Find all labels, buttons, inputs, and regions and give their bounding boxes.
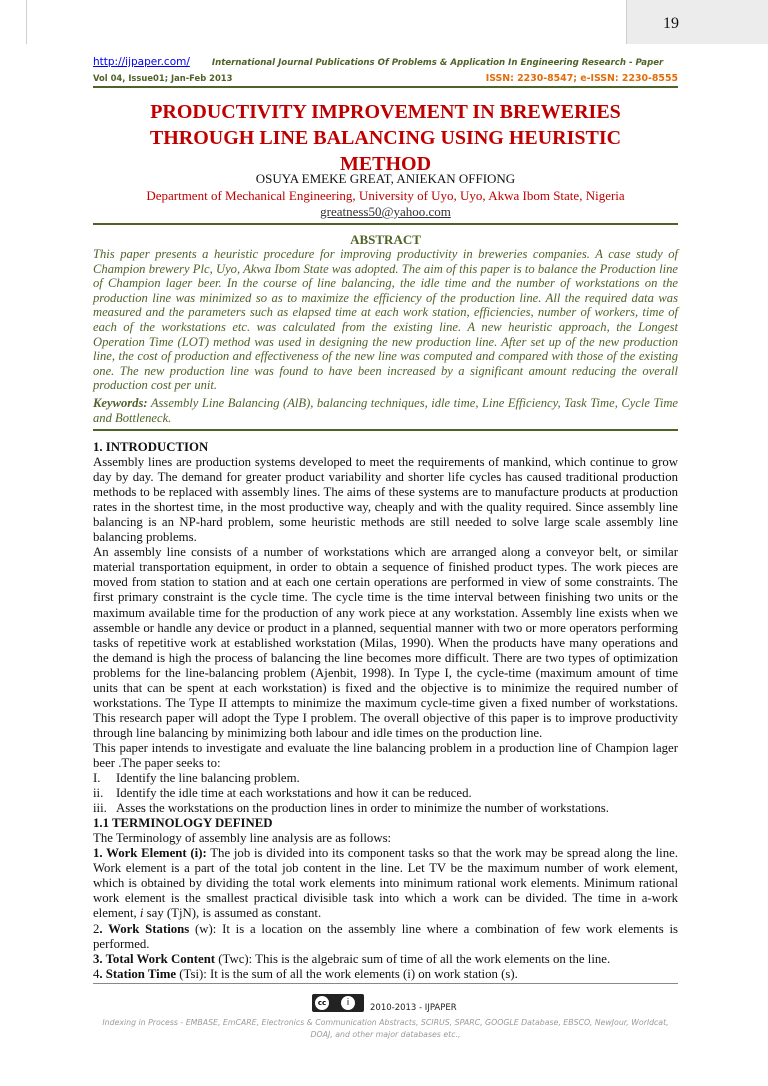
- paragraph: This paper intends to investigate and evaluate the line balancing problem in a production line of Champion lager beer .The paper seeks to:: [93, 740, 678, 770]
- title-line: PRODUCTIVITY IMPROVEMENT IN BREWERIES: [150, 101, 621, 123]
- journal-url-link[interactable]: http://ijpaper.com/: [93, 56, 190, 68]
- list-item: I. Identify the line balancing problem.: [93, 771, 300, 786]
- indexing-note: Indexing in Process - EMBASE, EmCARE, Electronics & Communication Abstracts, SCIRUS, SPARC, GOOGLE Database, EBSCO, NewJour, Worldcat, DOAJ, and other major databases etc.,: [102, 1018, 669, 1039]
- abstract-text: This paper presents a heuristic procedure for improving productivity in breweries companies. A case study of Champion brewery Plc, Uyo, Akwa Ibom State was adopted. The aim of this paper is to balance the Production line of Champion lager beer. In the course of line balancing, the idle time and the number of workstations on the production line was minimized so as to maximize the efficiency of the production line. All the required data was measured and the parameters such as elapsed time at each work station, efficiencies, number of workers, time of each of the workstations etc. was calculated from the existing line. A new heuristic approach, the Longest Operation Time (LOT) method was used in designing the new production line. After set up of the new production line, the cost of production and effectiveness of the new line was computed and compared with those of the existing one. The new production line was found to have been increased by a significant amount reducing the overall production cost per unit.: [93, 247, 678, 393]
- authors: OSUYA EMEKE GREAT, ANIEKAN OFFIONG: [255, 171, 516, 186]
- definition-station-time: 4. Station Time (Tsi): It is the sum of all the work elements (i) on work station (s).: [93, 966, 518, 981]
- author-email-line: [93, 204, 678, 220]
- definition-total-work-content: 3. Total Work Content (Twc): This is the algebraic sum of time of all the work elements on the line.: [93, 951, 611, 966]
- paragraph: An assembly line consists of a number of workstations which are arranged along a conveyor belt, or similar material transportation equipment, in order to obtain a sequence of finished product types. The work pieces are moved from station to station and at each one certain operations are performed in view of some constraints. The first primary constraint is the cycle time. The cycle time is the time interval between finishing two units or the maximum available time for the production of any work piece at any workstation. Assembly line exists when we assemble or handle any device or product in a planned, sequential manner with two or more operators performing tasks of repetitive work at established workstation (Milas, 1990). When the products have many operations and the demand is high the process of balancing the line becomes more difficult. There are two types of optimization problems for the line-balancing problem (Ajenbit, 1998). In Type I, the cycle-time (maximum amount of time units that can be spent at each workstation) is fixed and the objective is to minimize the required number of workstations. The Type II attempts to minimize the maximum cycle-time given a fixed number of workstations. This research paper will adopt the Type I problem. The overall objective of this paper is to improve productivity through line balancing by minimizing both labour and idle times on the production line.: [93, 545, 678, 740]
- volume-info: Vol 04, Issue01; Jan-Feb 2013: [93, 73, 233, 83]
- cc-icon: cc: [315, 996, 329, 1010]
- definition-work-element: 1. Work Element (i): The job is divided into its component tasks so that the work may be spread along the line. Work element is a part of the total job content in the line. Let TV be the maximum number of work element, which is obtained by dividing the total work elements into minimum rational work elements. Minimum rational work element is the smallest practical divisible task into which a work can be divided. The time in a-work element, i say (TjN), is assumed as constant.: [93, 846, 678, 921]
- volume-line: [93, 73, 678, 83]
- affiliation: Department of Mechanical Engineering, University of Uyo, Uyo, Akwa Ibom State, Nigeria: [146, 188, 625, 203]
- title-line: METHOD: [339, 153, 432, 175]
- page-number-box: [626, 0, 768, 44]
- abstract-bottom-divider: [93, 429, 678, 431]
- journal-header: [93, 56, 678, 68]
- page-number: 19: [663, 15, 679, 32]
- title-line: THROUGH LINE BALANCING USING HEURISTIC: [149, 127, 622, 149]
- creative-commons-badge[interactable]: [312, 994, 364, 1012]
- margin-rule: [26, 0, 27, 44]
- paragraph: The Terminology of assembly line analysis are as follows:: [93, 831, 392, 846]
- list-item: ii. Identify the idle time at each workstations and how it can be reduced.: [93, 786, 472, 801]
- journal-name: International Journal Publications Of Problems & Application In Engineering Research - Paper: [211, 58, 664, 68]
- section-heading: 1. INTRODUCTION: [93, 440, 209, 454]
- body-text: [93, 440, 678, 982]
- keywords: [93, 396, 678, 425]
- abstract-heading: ABSTRACT: [350, 232, 421, 247]
- footer-divider: [93, 983, 678, 984]
- definition-work-stations: 2. Work Stations (w): It is a location on the assembly line where a combination of few work elements is performed.: [93, 921, 678, 951]
- header-divider: [93, 86, 678, 88]
- keywords-text: Assembly Line Balancing (AlB), balancing techniques, idle time, Line Efficiency, Task Time, Cycle Time and Bottleneck.: [93, 396, 678, 425]
- keywords-label: Keywords:: [93, 396, 148, 410]
- list-item: iii. Asses the workstations on the production lines in order to minimize the number of workstations.: [93, 801, 609, 816]
- section-heading: 1.1 TERMINOLOGY DEFINED: [93, 816, 273, 831]
- issn-info: ISSN: 2230-8547; e-ISSN: 2230-8555: [485, 73, 678, 84]
- paper-title: [93, 99, 678, 177]
- attribution-icon: i: [341, 996, 355, 1010]
- paragraph: Assembly lines are production systems developed to meet the requirements of mankind, which continue to grow day by day. The demand for greater product variability and shorter life cycles has caused traditional production methods to be replaced with assembly lines. The aims of these systems are to manufacture products at production rates in the shortest time, in the most productive way, cheaply and with the quality required. Since assembly line balancing is an NP-hard problem, some heuristic methods are still needed to solve large scale assembly line balancing problems.: [93, 455, 678, 545]
- author-email-link[interactable]: greatness50@yahoo.com: [320, 204, 451, 219]
- abstract-top-divider: [93, 223, 678, 225]
- copyright: 2010-2013 - IJPAPER: [370, 1003, 457, 1013]
